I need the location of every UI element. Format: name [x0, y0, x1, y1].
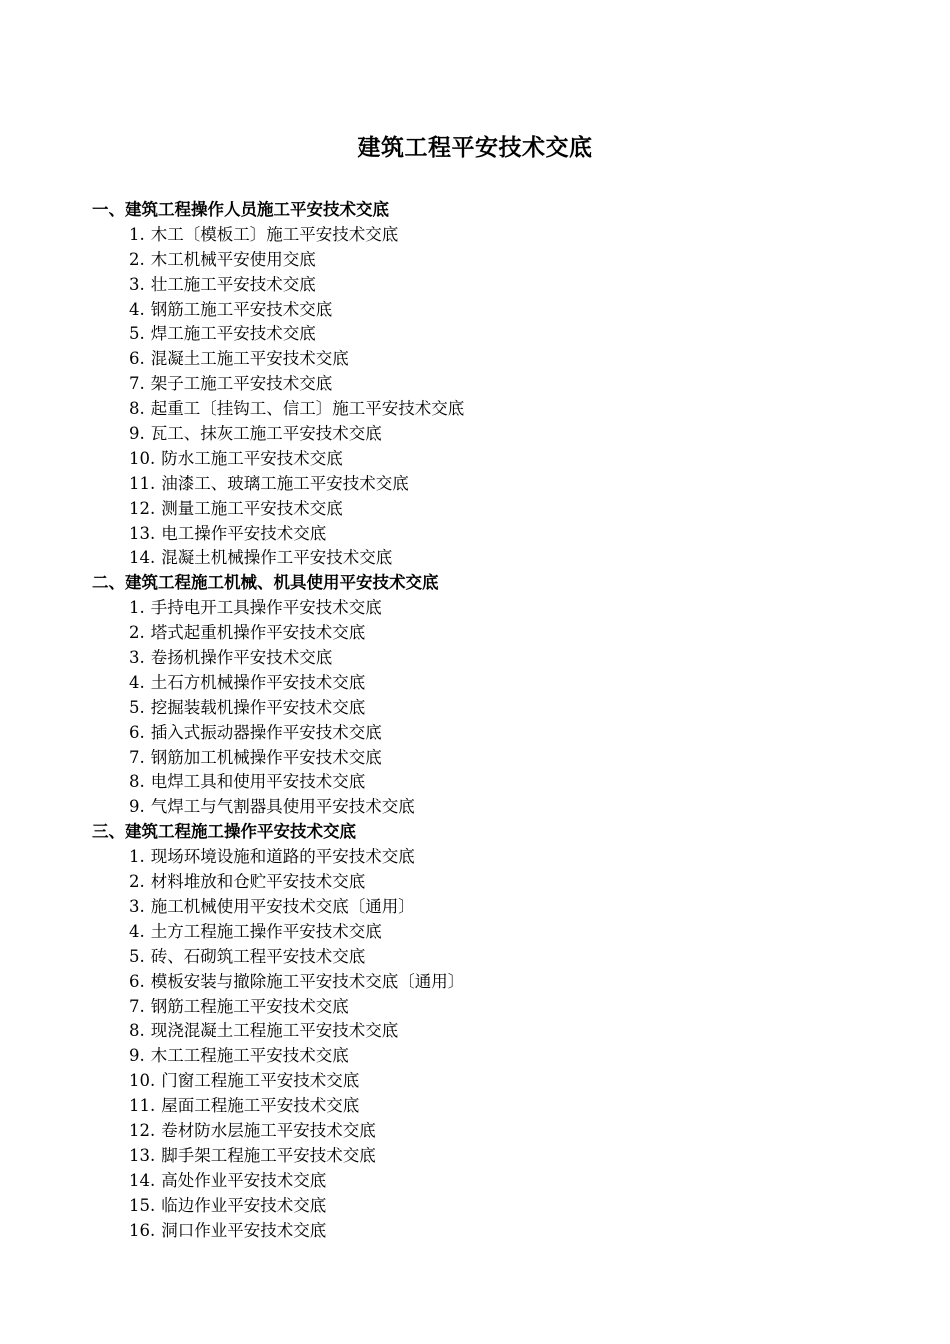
- list-item: [92, 546, 892, 571]
- list-item: [92, 795, 892, 820]
- list-item-number: 2.: [129, 623, 145, 643]
- list-item-number: 12.: [129, 498, 156, 518]
- list-item-text: 脚手架工程施工平安技术交底: [161, 1145, 376, 1165]
- list-item-text: 屋面工程施工平安技术交底: [161, 1096, 360, 1116]
- list-item: [92, 273, 892, 298]
- list-item-text: 焊工施工平安技术交底: [150, 324, 316, 344]
- list-item: [92, 671, 892, 696]
- list-item: [92, 870, 892, 895]
- list-item-number: 8.: [129, 399, 145, 419]
- section-heading: 三、建筑工程施工操作平安技术交底: [92, 822, 356, 842]
- list-item-number: 14.: [129, 548, 156, 568]
- list-item-number: 3.: [129, 648, 145, 668]
- list-item: [92, 223, 892, 248]
- list-item: [92, 596, 892, 621]
- list-item: [92, 1144, 892, 1169]
- list-item-text: 防水工施工平安技术交底: [161, 448, 343, 468]
- list-item: [92, 945, 892, 970]
- list-item-number: 6.: [129, 971, 145, 991]
- list-item-text: 高处作业平安技术交底: [161, 1170, 327, 1190]
- section-heading: 一、建筑工程操作人员施工平安技术交底: [92, 200, 389, 219]
- list-item-text: 混凝土工施工平安技术交底: [150, 349, 349, 369]
- list-item: [92, 1119, 892, 1144]
- list-item-number: 2.: [129, 872, 145, 892]
- list-item-text: 钢筋工施工平安技术交底: [150, 299, 333, 319]
- list-item-text: 土方工程施工操作平安技术交底: [150, 921, 382, 941]
- list-item-text: 施工机械使用平安技术交底〔通用〕: [150, 896, 415, 916]
- list-item-number: 3.: [129, 896, 145, 916]
- list-item-number: 13.: [129, 523, 156, 543]
- list-item-number: 5.: [129, 324, 145, 344]
- list-item-text: 木工工程施工平安技术交底: [150, 1046, 349, 1066]
- list-item: [92, 1019, 892, 1044]
- list-item-text: 瓦工、抹灰工施工平安技术交底: [150, 424, 382, 444]
- list-item: [92, 970, 892, 995]
- list-item: [92, 347, 892, 372]
- list-item-number: 9.: [129, 797, 145, 817]
- list-item-number: 9.: [129, 1046, 145, 1066]
- list-item-text: 起重工〔挂钩工、信工〕施工平安技术交底: [150, 399, 465, 419]
- list-item-number: 4.: [129, 299, 145, 319]
- list-item-text: 挖掘装载机操作平安技术交底: [150, 697, 366, 717]
- list-item: [92, 298, 892, 323]
- list-item: [92, 372, 892, 397]
- list-item-text: 油漆工、玻璃工施工平安技术交底: [161, 473, 409, 493]
- list-item-number: 3.: [129, 274, 145, 294]
- list-item: [92, 1194, 892, 1219]
- list-item-number: 6.: [129, 722, 145, 742]
- list-item-text: 门窗工程施工平安技术交底: [161, 1071, 360, 1091]
- list-item-text: 钢筋工程施工平安技术交底: [150, 996, 349, 1016]
- list-item: [92, 845, 892, 870]
- list-item: [92, 397, 892, 422]
- list-item: [92, 696, 892, 721]
- list-item-text: 手持电开工具操作平安技术交底: [150, 598, 382, 618]
- list-item-text: 塔式起重机操作平安技术交底: [150, 623, 366, 643]
- list-item: [92, 920, 892, 945]
- document-content: [92, 198, 892, 1243]
- list-item: [92, 447, 892, 472]
- list-item: [92, 1094, 892, 1119]
- list-item: [92, 770, 892, 795]
- list-item: [92, 646, 892, 671]
- list-item-number: 14.: [129, 1170, 156, 1190]
- list-item: [92, 895, 892, 920]
- list-item: [92, 322, 892, 347]
- list-item-text: 洞口作业平安技术交底: [161, 1220, 327, 1240]
- list-item-number: 11.: [129, 1096, 156, 1116]
- list-item-number: 1.: [129, 847, 145, 867]
- list-item-number: 7.: [129, 747, 145, 767]
- list-item-text: 现浇混凝土工程施工平安技术交底: [150, 1021, 399, 1041]
- list-item: [92, 1169, 892, 1194]
- list-item-number: 7.: [129, 996, 145, 1016]
- list-item-number: 6.: [129, 349, 145, 369]
- list-item-text: 混凝土机械操作工平安技术交底: [161, 548, 393, 568]
- list-item-text: 土石方机械操作平安技术交底: [150, 672, 366, 692]
- list-item-number: 15.: [129, 1195, 156, 1215]
- list-item-number: 8.: [129, 1021, 145, 1041]
- list-item-text: 钢筋加工机械操作平安技术交底: [150, 747, 382, 767]
- list-item-text: 架子工施工平安技术交底: [150, 374, 333, 394]
- list-item-number: 10.: [129, 1071, 156, 1091]
- list-item-text: 砖、石砌筑工程平安技术交底: [150, 946, 366, 966]
- list-item-text: 模板安装与撤除施工平安技术交底〔通用〕: [150, 971, 465, 991]
- list-item-number: 4.: [129, 921, 145, 941]
- list-item-text: 木工〔模板工〕施工平安技术交底: [150, 224, 399, 244]
- list-item: [92, 522, 892, 547]
- list-item-number: 1.: [129, 598, 145, 618]
- list-item-text: 卷材防水层施工平安技术交底: [161, 1120, 376, 1140]
- list-item-text: 气焊工与气割器具使用平安技术交底: [150, 797, 415, 817]
- list-item-number: 7.: [129, 374, 145, 394]
- list-item-number: 1.: [129, 224, 145, 244]
- list-item-number: 2.: [129, 249, 145, 269]
- list-item-text: 壮工施工平安技术交底: [150, 274, 316, 294]
- list-item-text: 电工操作平安技术交底: [161, 523, 327, 543]
- list-item-number: 12.: [129, 1120, 156, 1140]
- section-heading: 二、建筑工程施工机械、机具使用平安技术交底: [92, 573, 439, 593]
- list-item: [92, 1219, 892, 1244]
- list-item-text: 材料堆放和仓贮平安技术交底: [150, 872, 366, 892]
- list-item-number: 11.: [129, 473, 156, 493]
- list-item-text: 测量工施工平安技术交底: [161, 498, 343, 518]
- list-item: [92, 621, 892, 646]
- list-item-number: 16.: [129, 1220, 156, 1240]
- list-item-text: 现场环境设施和道路的平安技术交底: [150, 847, 415, 867]
- list-item-text: 木工机械平安使用交底: [150, 249, 316, 269]
- list-item: [92, 497, 892, 522]
- list-item-text: 临边作业平安技术交底: [161, 1195, 327, 1215]
- list-item: [92, 422, 892, 447]
- list-item-number: 13.: [129, 1145, 156, 1165]
- list-item: [92, 1069, 892, 1094]
- list-item-text: 电焊工具和使用平安技术交底: [150, 772, 366, 792]
- document-title: 建筑工程平安技术交底: [357, 134, 593, 161]
- list-item: [92, 248, 892, 273]
- list-item: [92, 721, 892, 746]
- list-item-number: 5.: [129, 946, 145, 966]
- list-item: [92, 995, 892, 1020]
- list-item-number: 10.: [129, 448, 156, 468]
- list-item-text: 卷扬机操作平安技术交底: [150, 648, 333, 668]
- list-item-number: 9.: [129, 424, 145, 444]
- list-item: [92, 746, 892, 771]
- list-item-number: 8.: [129, 772, 145, 792]
- list-item: [92, 472, 892, 497]
- list-item: [92, 1044, 892, 1069]
- list-item-number: 4.: [129, 672, 145, 692]
- list-item-number: 5.: [129, 697, 145, 717]
- list-item-text: 插入式振动器操作平安技术交底: [150, 722, 382, 742]
